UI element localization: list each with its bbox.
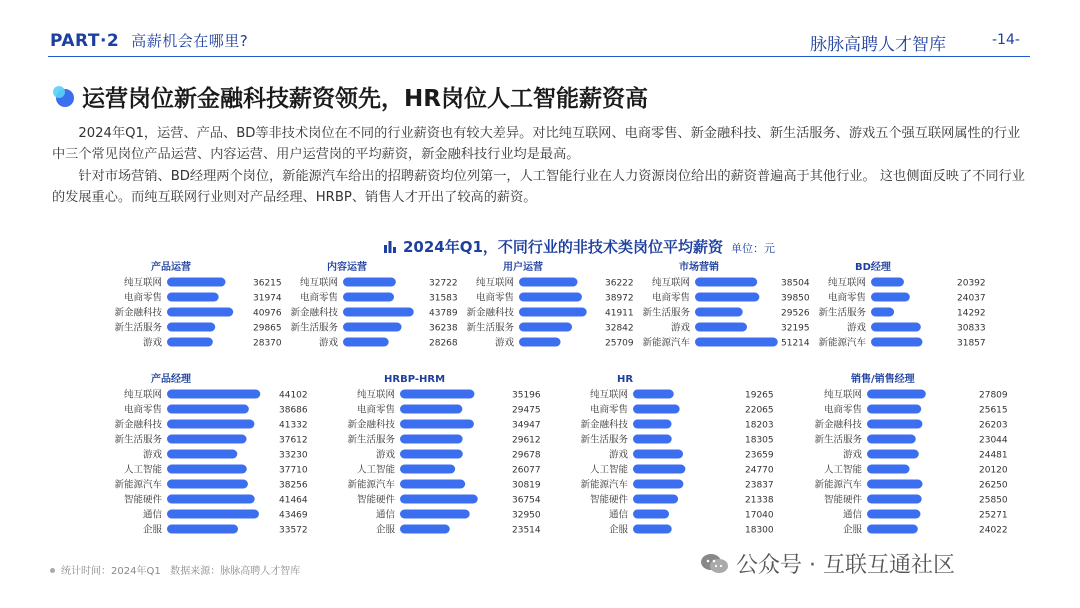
bar — [167, 435, 247, 444]
category-label: 游戏 — [494, 337, 514, 349]
value-label: 38686 — [279, 405, 308, 416]
category-label: 智能硬件 — [356, 494, 395, 506]
bar-chart-2 — [290, 260, 457, 349]
value-label: 22065 — [745, 405, 774, 416]
category-label: 纯互联网 — [827, 277, 866, 289]
value-label: 23659 — [745, 450, 774, 461]
category-label: 新生活服务 — [290, 322, 338, 334]
bar-chart-5 — [818, 260, 985, 349]
value-label: 32722 — [429, 278, 458, 289]
subchart-title: 产品运营 — [151, 262, 191, 273]
category-label: 新生活服务 — [114, 434, 162, 446]
bar — [867, 390, 926, 399]
bar — [400, 435, 463, 444]
subchart-title: HRBP-HRM — [384, 374, 446, 385]
value-label: 43469 — [279, 510, 308, 521]
wechat-icon — [700, 552, 730, 576]
category-label: 新金融科技 — [347, 419, 395, 431]
value-label: 24770 — [745, 465, 774, 476]
value-label: 18203 — [745, 420, 774, 431]
category-label: 新生活服务 — [347, 434, 395, 446]
value-label: 24481 — [979, 450, 1008, 461]
value-label: 24037 — [957, 293, 986, 304]
bar — [695, 293, 759, 302]
header-divider — [48, 56, 1030, 57]
bar-chart-7 — [347, 374, 540, 536]
value-label: 29678 — [512, 450, 541, 461]
watermark-text: 公众号 · 互联互通社区 — [736, 553, 955, 578]
bar — [633, 465, 685, 474]
value-label: 36222 — [605, 278, 634, 289]
value-label: 51214 — [781, 338, 810, 349]
value-label: 25271 — [979, 510, 1008, 521]
bar — [695, 308, 743, 317]
value-label: 23837 — [745, 480, 774, 491]
chart-title — [383, 236, 775, 257]
bar — [343, 293, 394, 302]
value-label: 38972 — [605, 293, 634, 304]
section-title: 高薪机会在哪里? — [131, 32, 249, 50]
bar — [633, 480, 683, 489]
value-label: 33230 — [279, 450, 308, 461]
subchart-title: 用户运营 — [503, 262, 543, 273]
category-label: 新生活服务 — [818, 307, 866, 319]
category-label: 新金融科技 — [114, 307, 162, 319]
bar — [519, 308, 587, 317]
bar — [633, 420, 672, 429]
category-label: 智能硬件 — [123, 494, 162, 506]
category-label: 游戏 — [842, 449, 862, 461]
bar-chart-3 — [466, 260, 633, 349]
bar — [867, 435, 916, 444]
value-label: 37612 — [279, 435, 308, 446]
bar — [167, 308, 233, 317]
category-label: 通信 — [142, 509, 162, 521]
chart-unit: 单位：元 — [730, 242, 775, 255]
watermark — [700, 548, 955, 579]
bar — [695, 323, 747, 332]
value-label: 31583 — [429, 293, 458, 304]
value-label: 31857 — [957, 338, 986, 349]
category-label: 游戏 — [318, 337, 338, 349]
value-label: 20120 — [979, 465, 1008, 476]
category-label: 电商零售 — [299, 292, 338, 304]
value-label: 32842 — [605, 323, 634, 334]
category-label: 纯互联网 — [356, 389, 395, 401]
bar — [633, 390, 674, 399]
value-label: 18305 — [745, 435, 774, 446]
category-label: 新金融科技 — [580, 419, 628, 431]
category-label: 新生活服务 — [814, 434, 862, 446]
value-label: 23514 — [512, 525, 541, 536]
page-header — [0, 0, 1080, 60]
bar — [167, 525, 238, 534]
category-label: 电商零售 — [356, 404, 395, 416]
value-label: 35196 — [512, 390, 541, 401]
part-label: PART·2 高薪机会在哪里? — [50, 31, 249, 51]
subchart-title: 销售/销售经理 — [851, 374, 915, 385]
bar-chart-1 — [114, 260, 281, 349]
category-label: 新生活服务 — [114, 322, 162, 334]
category-label: 纯互联网 — [299, 277, 338, 289]
category-label: 电商零售 — [475, 292, 514, 304]
bar — [867, 450, 919, 459]
value-label: 28268 — [429, 338, 458, 349]
category-label: 新能源汽车 — [347, 479, 395, 491]
bar — [400, 525, 450, 534]
subchart-title: 内容运营 — [327, 262, 367, 273]
bar — [519, 338, 561, 347]
bar — [867, 465, 910, 474]
footer-time: 统计时间：2024年Q1 — [61, 566, 161, 577]
bar — [400, 510, 470, 519]
bar — [167, 480, 248, 489]
bubble-icon — [52, 85, 74, 107]
category-label: 新生活服务 — [642, 307, 690, 319]
brand-name: 脉脉高聘人才智库 — [810, 35, 946, 55]
value-label: 36238 — [429, 323, 458, 334]
category-label: 游戏 — [608, 449, 628, 461]
category-label: 电商零售 — [827, 292, 866, 304]
value-label: 25709 — [605, 338, 634, 349]
value-label: 30819 — [512, 480, 541, 491]
category-label: 纯互联网 — [823, 389, 862, 401]
bar — [167, 510, 259, 519]
bar — [400, 480, 465, 489]
bar-chart-9 — [814, 372, 1007, 536]
category-label: 电商零售 — [589, 404, 628, 416]
value-label: 34947 — [512, 420, 541, 431]
subchart-title: 市场营销 — [679, 262, 719, 273]
category-label: 企服 — [842, 524, 862, 536]
subchart-title: BD经理 — [855, 262, 891, 273]
page-number: -14- — [992, 32, 1020, 48]
bar — [167, 450, 237, 459]
category-label: 企服 — [608, 524, 628, 536]
category-label: 新生活服务 — [580, 434, 628, 446]
value-label: 25850 — [979, 495, 1008, 506]
bar — [400, 420, 474, 429]
footer-bullet — [50, 568, 55, 573]
value-label: 44102 — [279, 390, 308, 401]
category-label: 人工智能 — [823, 464, 862, 476]
value-label: 33572 — [279, 525, 308, 536]
bar — [400, 465, 455, 474]
subchart-title: HR — [617, 374, 634, 385]
bar — [343, 323, 402, 332]
bar — [400, 405, 462, 414]
value-label: 23044 — [979, 435, 1008, 446]
category-label: 电商零售 — [123, 404, 162, 416]
bar — [519, 293, 582, 302]
category-label: 新金融科技 — [814, 419, 862, 431]
bar — [871, 278, 904, 287]
bar — [633, 405, 680, 414]
value-label: 26203 — [979, 420, 1008, 431]
category-label: 人工智能 — [589, 464, 628, 476]
footer-note — [50, 562, 300, 577]
subchart-title: 产品经理 — [151, 374, 191, 385]
value-label: 26250 — [979, 480, 1008, 491]
value-label: 29526 — [781, 308, 810, 319]
value-label: 21338 — [745, 495, 774, 506]
bar — [867, 480, 923, 489]
category-label: 企服 — [375, 524, 395, 536]
value-label: 41464 — [279, 495, 308, 506]
value-label: 29865 — [253, 323, 282, 334]
value-label: 41911 — [605, 308, 634, 319]
category-label: 游戏 — [142, 337, 162, 349]
bar — [871, 308, 894, 317]
category-label: 通信 — [608, 509, 628, 521]
value-label: 41332 — [279, 420, 308, 431]
category-label: 人工智能 — [356, 464, 395, 476]
bar — [519, 323, 572, 332]
value-label: 30833 — [957, 323, 986, 334]
bar — [867, 510, 920, 519]
category-label: 新金融科技 — [466, 307, 514, 319]
paragraph-1: 2024年Q1，运营、产品、BD等非技术岗位在不同的行业薪资也有较大差异。对比纯互联网、电商零售、新金融科技、新生活服务、游戏五个强互联网属性的行业中三个常见岗位产品运营、内容运营、用户运营岗的平均薪资，新金融科技行业均是最高。 — [52, 126, 1021, 162]
footer-source: 数据来源：脉脉高聘人才智库 — [170, 566, 301, 577]
bar-chart-6 — [114, 372, 307, 536]
value-label: 38256 — [279, 480, 308, 491]
category-label: 游戏 — [142, 449, 162, 461]
bar — [871, 338, 922, 347]
value-label: 36754 — [512, 495, 541, 506]
bar — [633, 510, 669, 519]
value-label: 32950 — [512, 510, 541, 521]
category-label: 游戏 — [375, 449, 395, 461]
category-label: 智能硬件 — [823, 494, 862, 506]
bar-chart-8 — [580, 374, 773, 536]
value-label: 29612 — [512, 435, 541, 446]
bar — [633, 525, 672, 534]
category-label: 纯互联网 — [651, 277, 690, 289]
category-label: 智能硬件 — [589, 494, 628, 506]
bar — [167, 495, 255, 504]
bar — [167, 420, 254, 429]
category-label: 新能源汽车 — [818, 337, 866, 349]
category-label: 人工智能 — [123, 464, 162, 476]
bar-chart-icon — [383, 239, 397, 253]
value-label: 19265 — [745, 390, 774, 401]
chart-title-text: 2024年Q1，不同行业的非技术类岗位平均薪资 — [403, 238, 723, 256]
bar — [400, 390, 474, 399]
bar — [867, 420, 922, 429]
bar — [633, 495, 678, 504]
bar — [867, 405, 921, 414]
value-label: 32195 — [781, 323, 810, 334]
bar — [343, 308, 414, 317]
bar — [167, 338, 213, 347]
category-label: 纯互联网 — [589, 389, 628, 401]
value-label: 39850 — [781, 293, 810, 304]
value-label: 29475 — [512, 405, 541, 416]
bar — [400, 495, 478, 504]
bar — [695, 278, 757, 287]
value-label: 20392 — [957, 278, 986, 289]
value-label: 18300 — [745, 525, 774, 536]
value-label: 31974 — [253, 293, 282, 304]
value-label: 25615 — [979, 405, 1008, 416]
bar — [343, 338, 389, 347]
bar — [167, 390, 260, 399]
value-label: 40976 — [253, 308, 282, 319]
category-label: 通信 — [375, 509, 395, 521]
bar — [867, 525, 918, 534]
category-label: 纯互联网 — [123, 389, 162, 401]
category-label: 新金融科技 — [114, 419, 162, 431]
value-label: 17040 — [745, 510, 774, 521]
page-title: 运营岗位新金融科技薪资领先，HR岗位人工智能薪资高 — [82, 86, 648, 112]
category-label: 电商零售 — [123, 292, 162, 304]
bar — [867, 495, 922, 504]
category-label: 纯互联网 — [123, 277, 162, 289]
value-label: 26077 — [512, 465, 541, 476]
value-label: 24022 — [979, 525, 1008, 536]
salary-charts — [0, 260, 1080, 560]
bar — [871, 293, 910, 302]
category-label: 新能源汽车 — [114, 479, 162, 491]
bar — [167, 405, 249, 414]
category-label: 电商零售 — [823, 404, 862, 416]
bar — [167, 465, 247, 474]
bar — [695, 338, 778, 347]
category-label: 新生活服务 — [466, 322, 514, 334]
value-label: 28370 — [253, 338, 282, 349]
bar — [633, 450, 683, 459]
category-label: 新能源汽车 — [642, 337, 690, 349]
category-label: 新金融科技 — [290, 307, 338, 319]
category-label: 纯互联网 — [475, 277, 514, 289]
bar — [400, 450, 463, 459]
bar — [167, 278, 226, 287]
category-label: 电商零售 — [651, 292, 690, 304]
bar — [633, 435, 672, 444]
category-label: 新能源汽车 — [814, 479, 862, 491]
bar — [167, 293, 219, 302]
category-label: 游戏 — [846, 322, 866, 334]
bar — [519, 278, 578, 287]
value-label: 27809 — [979, 390, 1008, 401]
value-label: 36215 — [253, 278, 282, 289]
category-label: 游戏 — [670, 322, 690, 334]
category-label: 企服 — [142, 524, 162, 536]
bar — [871, 323, 921, 332]
bar — [343, 278, 396, 287]
value-label: 14292 — [957, 308, 986, 319]
paragraph-2: 针对市场营销、BD经理两个岗位，新能源汽车给出的招聘薪资均位列第一，人工智能行业在人力资源岗位给出的薪资普遍高于其他行业。 这也侧面反映了不同行业的发展重心。而纯互联网行业则对产品经理、HRBP、销售人才开出了较高的薪资。 — [52, 169, 1025, 205]
value-label: 37710 — [279, 465, 308, 476]
category-label: 新能源汽车 — [580, 479, 628, 491]
bar-chart-4 — [642, 260, 809, 349]
value-label: 43789 — [429, 308, 458, 319]
category-label: 通信 — [842, 509, 862, 521]
bar — [167, 323, 215, 332]
value-label: 38504 — [781, 278, 810, 289]
